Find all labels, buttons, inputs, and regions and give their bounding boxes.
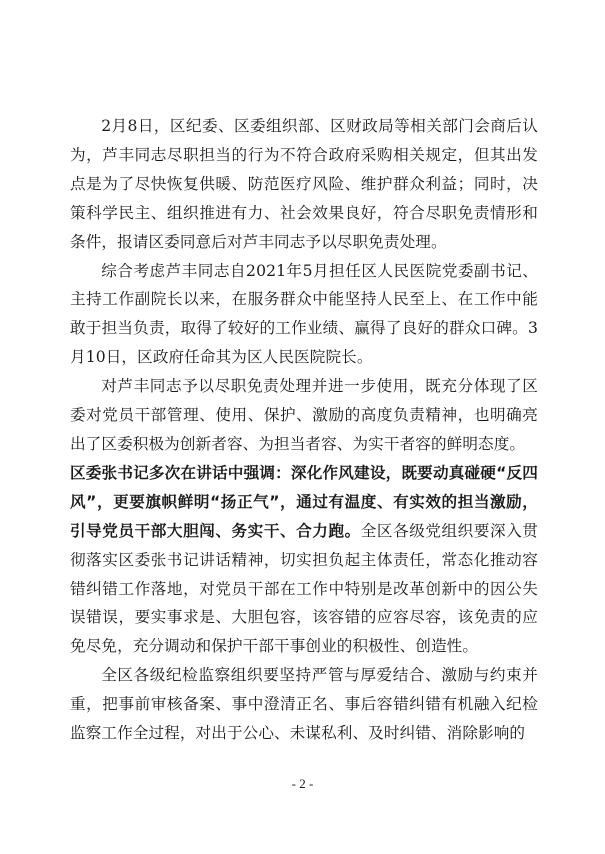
- paragraph-3: 对芦丰同志予以尽职免责处理并进一步使用，既充分体现了区委对党员干部管理、使用、保护、激励的高度负责精神，也明确亮出了区委积极为创新者容、为担当者容、为实干者容的鲜明态度。: [70, 377, 538, 453]
- paragraph-4-text: 全区各级党组织要深入贯彻落实区委张书记讲话精神，切实担负起主体责任，常态化推动容错纠错工作落地，对党员干部在工作中特别是改革创新中的因公失误错误，要实事求是、大胆包容，该容错的应容尽容，该免责的应免尽免，充分调动和保护干部干事创业的积极性、创造性。: [70, 521, 538, 656]
- document-body: [70, 112, 538, 748]
- paragraph-5: 全区各级纪检监察组织要坚持严管与厚爱结合、激励与约束并重，把事前审核备案、事中澄清正名、事后容错纠错有机融入纪检监察工作全过程，对出于公心、未谋私利、及时纠错、消除影响的: [70, 666, 538, 743]
- emphasis-text: 区委张书记多次在讲话中强调：深化作风建设，既要动真碰硬“反四风”，更要旗帜鲜明“扬正气”，通过有温度、有实效的担当激励，引导党员干部大胆闯、务实干、合力跑。: [70, 463, 538, 540]
- paragraph-1: 2月8日，区纪委、区委组织部、区财政局等相关部门会商后认为，芦丰同志尽职担当的行为不符合政府采购相关规定，但其出发点是为了尽快恢复供暖、防范医疗风险、维护群众利益；同时，决策科学民主、组织推进有力、社会效果良好，符合尽职免责情形和条件，报请区委同意后对芦丰同志予以尽职免责处理。: [70, 117, 538, 251]
- paragraph-4: [70, 459, 538, 661]
- paragraph-2: 综合考虑芦丰同志自2021年5月担任区人民医院党委副书记、主持工作副院长以来，在服务群众中能坚持人民至上、在工作中能敢于担当负责，取得了较好的工作业绩、赢得了良好的群众口碑。3月10日，区政府任命其为区人民医院院长。: [70, 261, 538, 367]
- page-number: - 2 -: [291, 776, 314, 791]
